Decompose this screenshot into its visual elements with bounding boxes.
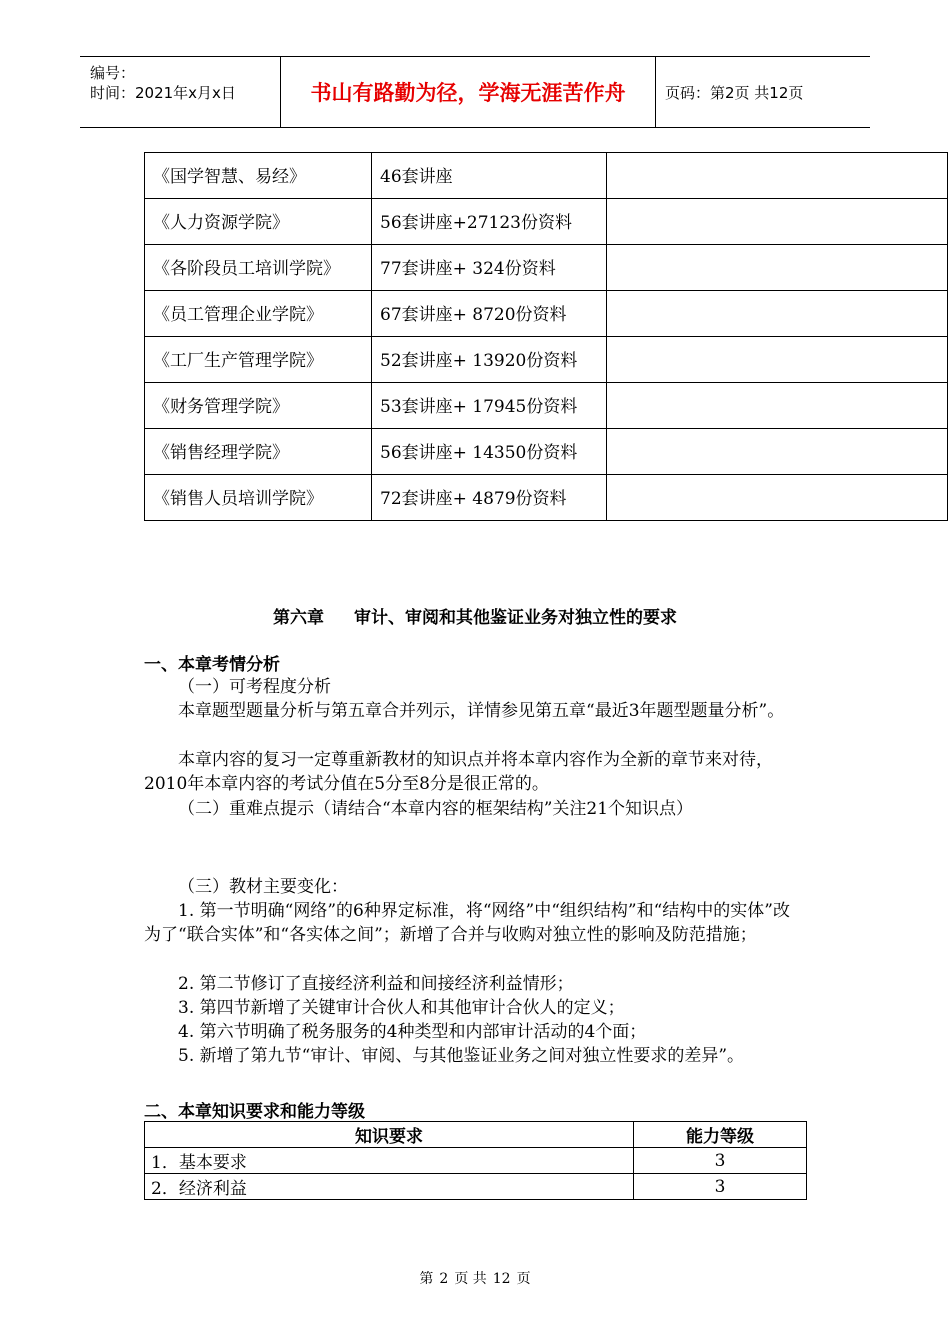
course-extra <box>607 153 948 199</box>
courses-table <box>144 152 948 521</box>
course-extra <box>607 429 948 475</box>
table-row <box>145 383 948 429</box>
table-row <box>145 429 948 475</box>
list-item: 1. 第一节明确“网络”的6种界定标准，将“网络”中“组织结构”和“结构中的实体”改为了“联合实体”和“各实体之间”；新增了合并与收购对独立性的影响及防范措施； <box>144 901 790 945</box>
course-extra <box>607 475 948 521</box>
section-heading: 二、本章知识要求和能力等级 <box>144 1102 365 1122</box>
course-extra <box>607 199 948 245</box>
header-motto-cell <box>280 57 656 127</box>
chapter-heading <box>0 603 950 628</box>
course-content: 53套讲座+ 17945份资料 <box>372 383 607 429</box>
knowledge-requirement: 1．基本要求 <box>145 1148 634 1174</box>
course-name: 《各阶段员工培训学院》 <box>145 245 372 291</box>
course-name: 《国学智慧、易经》 <box>145 153 372 199</box>
paragraph: 本章内容的复习一定尊重新教材的知识点并将本章内容作为全新的章节来对待，2010年本章内容的考试分值在5分至8分是很正常的。 <box>144 750 773 794</box>
course-extra <box>607 383 948 429</box>
course-name: 《人力资源学院》 <box>145 199 372 245</box>
course-content: 77套讲座+ 324份资料 <box>372 245 607 291</box>
paragraph: 本章题型题量分析与第五章合并列示，详情参见第五章“最近3年题型题量分析”。 <box>178 701 785 721</box>
page-header <box>80 56 870 128</box>
page-footer <box>0 1268 950 1288</box>
subsection-heading: （一）可考程度分析 <box>178 677 331 697</box>
ability-level: 3 <box>634 1174 807 1200</box>
table-row <box>145 1148 807 1174</box>
header-motto: 书山有路勤为径，学海无涯苦作舟 <box>310 81 626 105</box>
footer-total-pages: 12 <box>492 1271 511 1287</box>
course-content: 56套讲座+ 14350份资料 <box>372 429 607 475</box>
footer-suffix: 页 <box>516 1271 531 1287</box>
subsection-heading: （三）教材主要变化： <box>178 877 348 897</box>
table-row <box>145 245 948 291</box>
course-name: 《销售经理学院》 <box>145 429 372 475</box>
header-page-info: 页码：第2页 共12页 <box>665 83 804 102</box>
course-content: 52套讲座+ 13920份资料 <box>372 337 607 383</box>
course-content: 56套讲座+27123份资料 <box>372 199 607 245</box>
header-meta <box>80 57 280 127</box>
course-extra <box>607 291 948 337</box>
table-row <box>145 291 948 337</box>
course-name: 《工厂生产管理学院》 <box>145 337 372 383</box>
section-heading: 一、本章考情分析 <box>144 655 280 675</box>
column-header: 知识要求 <box>145 1122 634 1148</box>
list-item: 4. 第六节明确了税务服务的4种类型和内部审计活动的4个面； <box>178 1022 647 1042</box>
knowledge-table <box>144 1121 807 1200</box>
course-extra <box>607 337 948 383</box>
table-row <box>145 199 948 245</box>
table-row <box>145 1174 807 1200</box>
header-time-label: 时间：2021年x月x日 <box>90 84 236 102</box>
course-name: 《销售人员培训学院》 <box>145 475 372 521</box>
footer-middle: 页 共 <box>454 1271 487 1287</box>
course-name: 《员工管理企业学院》 <box>145 291 372 337</box>
table-row <box>145 337 948 383</box>
header-number-label: 编号： <box>90 64 136 82</box>
footer-current-page: 2 <box>439 1271 449 1287</box>
table-row <box>145 153 948 199</box>
footer-prefix: 第 <box>419 1271 434 1287</box>
column-header: 能力等级 <box>634 1122 807 1148</box>
course-content: 72套讲座+ 4879份资料 <box>372 475 607 521</box>
course-content: 46套讲座 <box>372 153 607 199</box>
table-header-row <box>145 1122 807 1148</box>
chapter-number: 第六章 <box>273 608 324 628</box>
list-item: 2. 第二节修订了直接经济利益和间接经济利益情形； <box>178 974 574 994</box>
knowledge-requirement: 2．经济利益 <box>145 1174 634 1200</box>
course-extra <box>607 245 948 291</box>
table-row <box>145 475 948 521</box>
chapter-title: 审计、审阅和其他鉴证业务对独立性的要求 <box>354 608 677 628</box>
list-item: 5. 新增了第九节“审计、审阅、与其他鉴证业务之间对独立性要求的差异”。 <box>178 1046 745 1066</box>
course-content: 67套讲座+ 8720份资料 <box>372 291 607 337</box>
list-item: 3. 第四节新增了关键审计合伙人和其他审计合伙人的定义； <box>178 998 625 1018</box>
subsection-heading: （二）重难点提示（请结合“本章内容的框架结构”关注21个知识点） <box>178 799 694 819</box>
course-name: 《财务管理学院》 <box>145 383 372 429</box>
ability-level: 3 <box>634 1148 807 1174</box>
